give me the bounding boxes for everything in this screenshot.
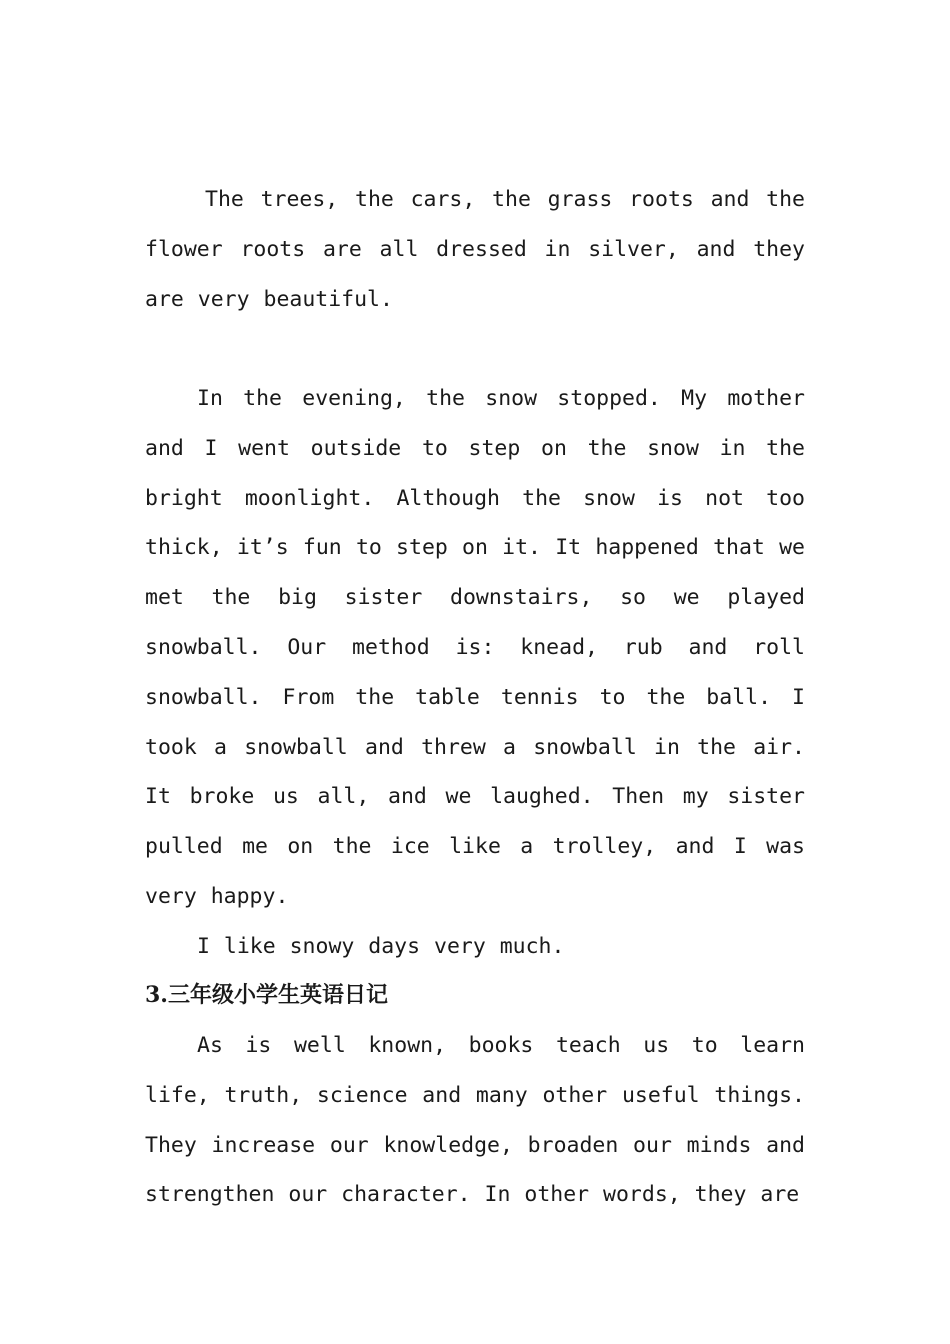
paragraph-books-teach: As is well known, books teach us to learn life, truth, science and many other useful things. They increase our knowledge, broaden our minds and strengthen our character. In other words, they are (145, 1033, 805, 1208)
paragraph-like-snowy-days: I like snowy days very much. (197, 934, 565, 959)
paragraph-evening-snow: In the evening, the snow stopped. My mother and I went outside to step on the snow in the bright moonlight. Although the snow is not too thick, it’s fun to step on it. It happened that we met the big sister downstairs, so we played snowball. Our method is: knead, rub and roll snowball. From the table tennis to the ball. I took a snowball and threw a snowball in the air. It broke us all, and we laughed. Then my sister pulled me on the ice like a trolley, and I was very happy. (145, 386, 805, 909)
paragraph-trees-silver: The trees, the cars, the grass roots and the flower roots are all dressed in silver, and they are very beautiful. (145, 187, 805, 312)
section-heading: 3.三年级小学生英语日记 (145, 982, 388, 1008)
